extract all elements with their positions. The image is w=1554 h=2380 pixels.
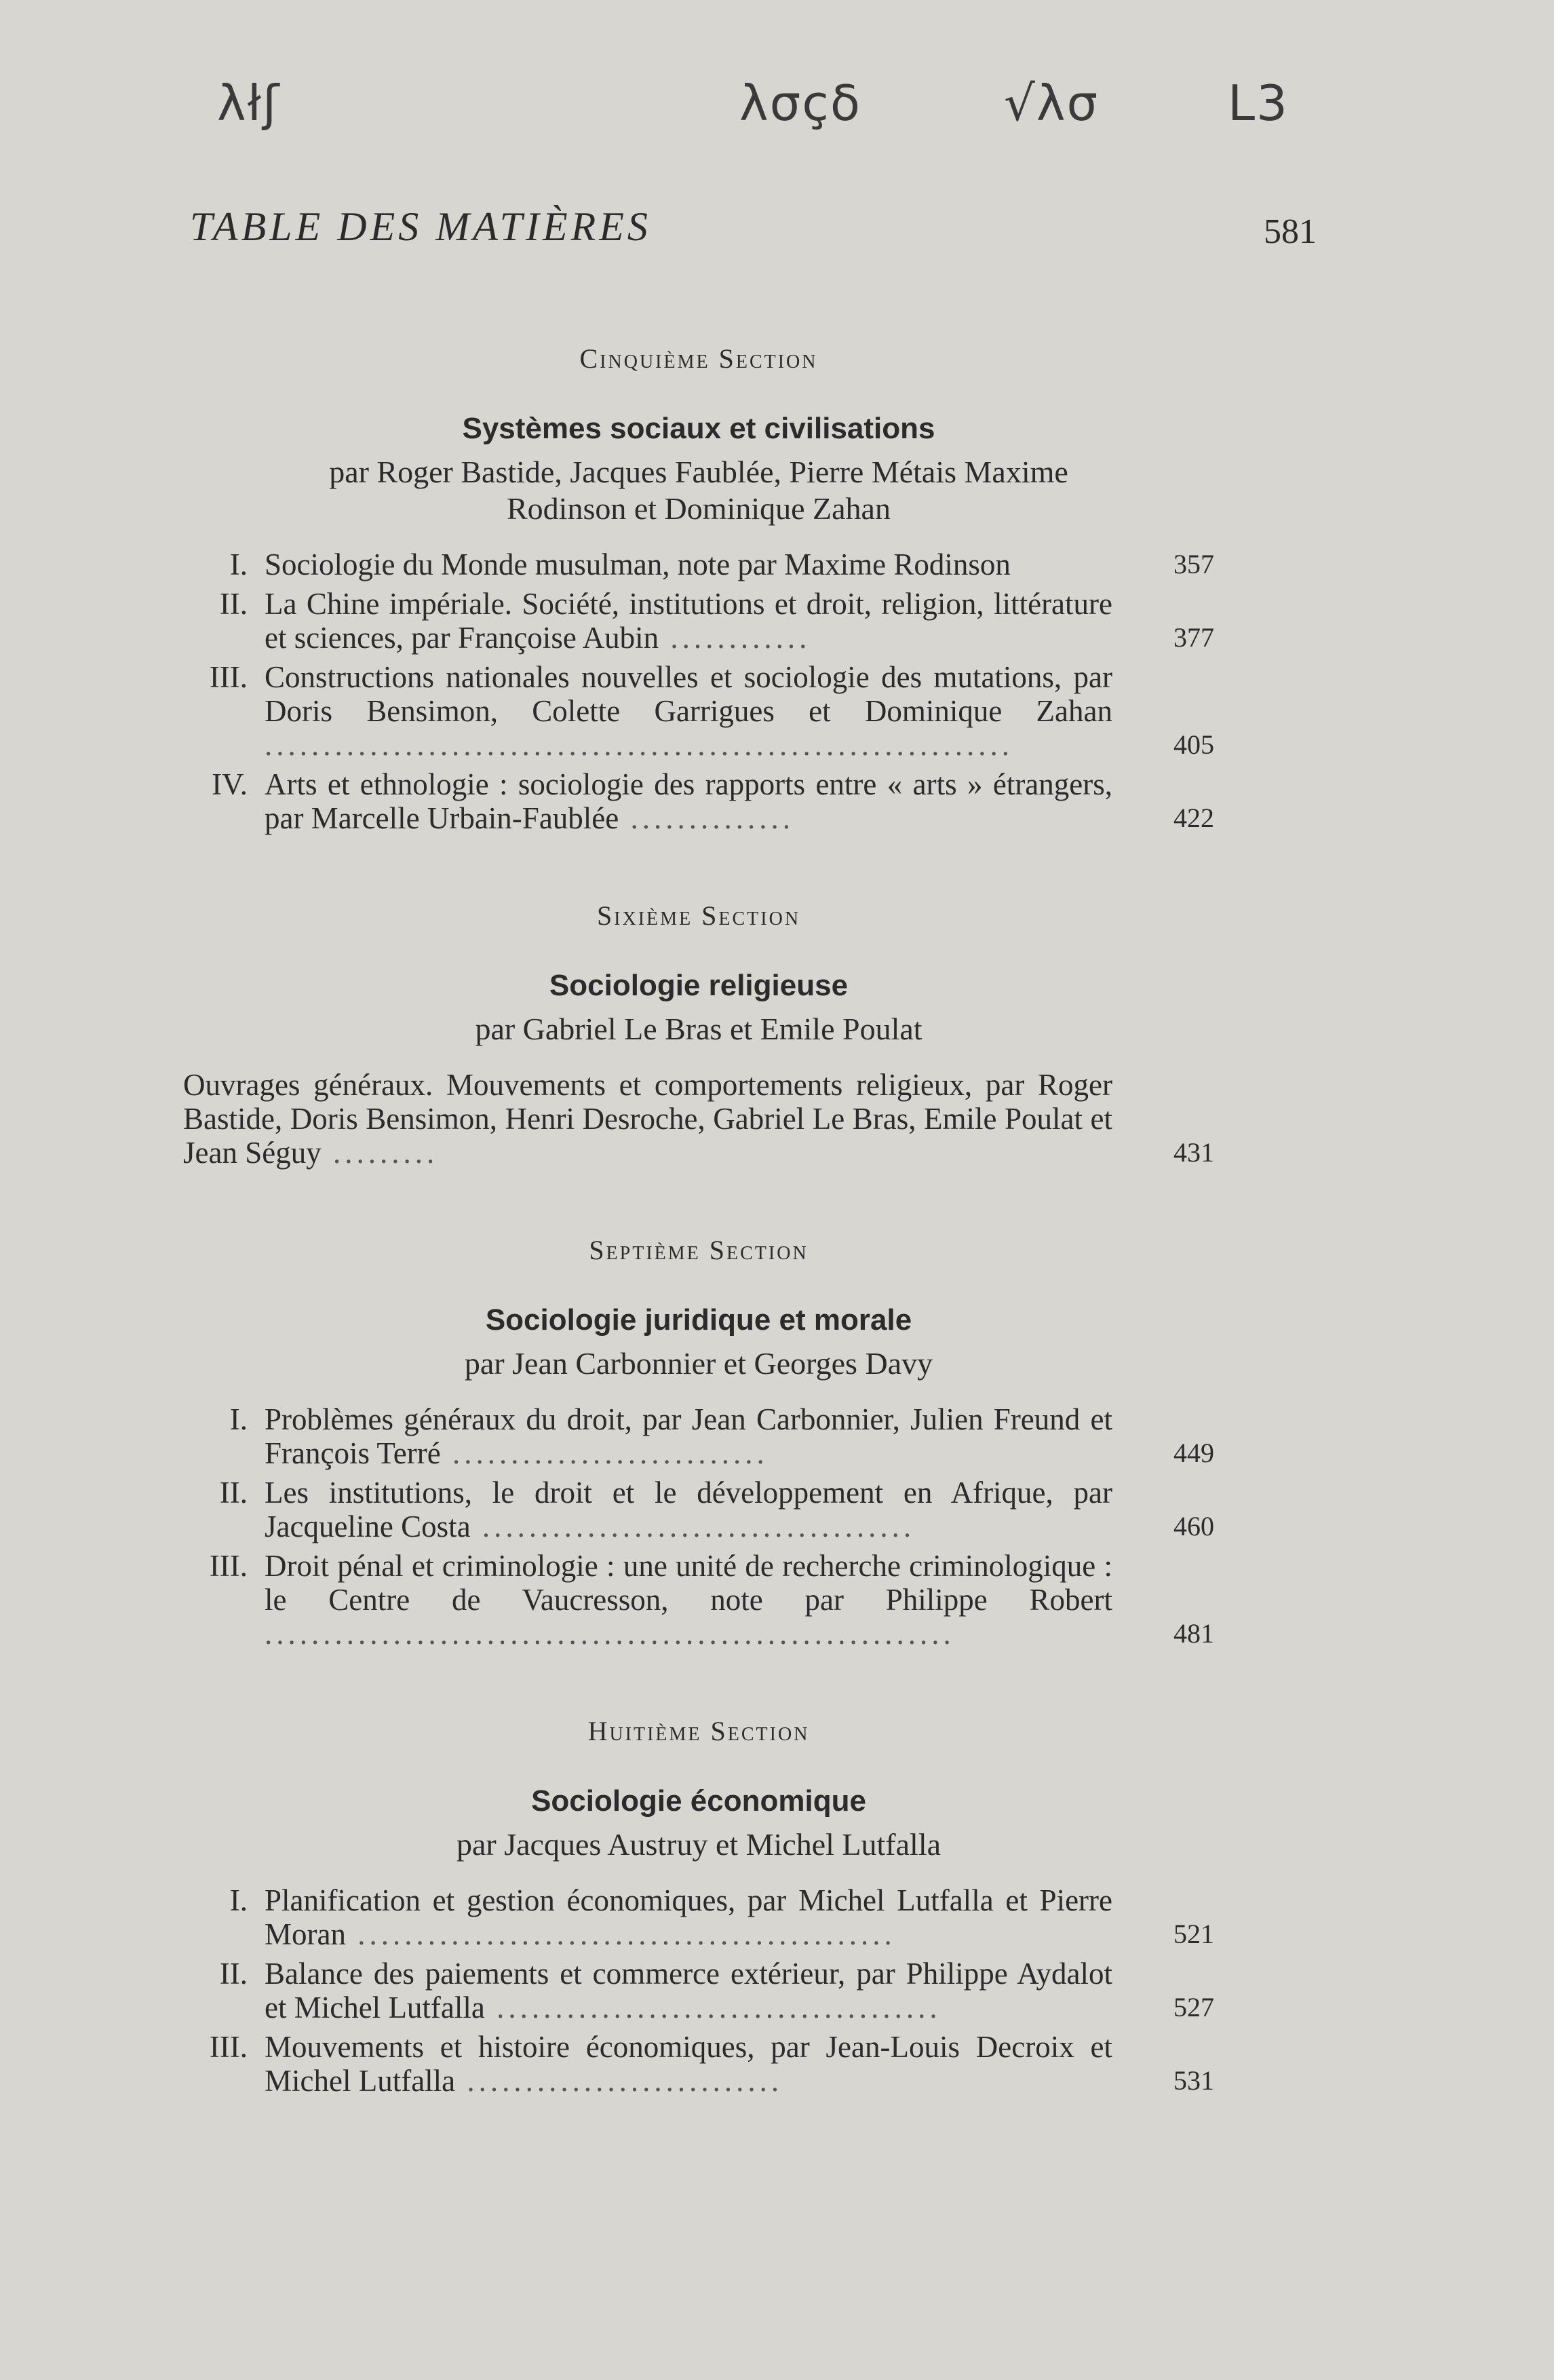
leader-dots: ............ [659, 621, 811, 655]
entry-page: 422 [1173, 803, 1214, 833]
entry-text: La Chine impériale. Société, institutions et droit, religion, littérature et sciences, par Françoise Aubin [265, 587, 1112, 655]
handwritten-annotation: λłʃ [217, 75, 281, 132]
handwritten-annotation: L3 [1228, 75, 1289, 132]
entry-text: Balance des paiements et commerce extérieur, par Philippe Aydalot et Michel Lutfalla [265, 1957, 1112, 2024]
handwritten-annotation: λσçδ [739, 75, 861, 132]
section-authors: par Gabriel Le Bras et Emile Poulat [475, 1012, 922, 1046]
entry-page: 431 [1173, 1137, 1214, 1168]
section-heading: Sixième Section [596, 900, 801, 931]
section-authors: par Jean Carbonnier et Georges Davy [464, 1346, 933, 1381]
entry-text: Mouvements et histoire économiques, par Jean-Louis Decroix et Michel Lutfalla [265, 2030, 1112, 2098]
toc-entry [183, 1957, 1214, 2024]
leader-dots: ................................................................ [265, 728, 1013, 762]
toc-entry [183, 1068, 1214, 1170]
entry-number: I. [229, 1402, 248, 1436]
leader-dots: ...................................... [484, 1991, 941, 2024]
section-authors: par Roger Bastide, Jacques Faublée, Pierre Métais Maxime Rodinson et Dominique Zahan [329, 455, 1068, 526]
entry-page: 481 [1173, 1618, 1214, 1649]
entry-number: III. [209, 660, 248, 694]
entry-page: 377 [1173, 622, 1214, 653]
leader-dots: ......... [321, 1136, 439, 1170]
entry-text: Arts et ethnologie : sociologie des rapports entre « arts » étrangers, par Marcelle Urbain-Faublée [265, 767, 1112, 835]
leader-dots: ..................................... [470, 1510, 916, 1543]
toc-entry [183, 1549, 1214, 1651]
toc-entry [183, 587, 1214, 655]
toc-entry [183, 767, 1214, 835]
entry-text: Planification et gestion économiques, par Michel Lutfalla et Pierre Moran [265, 1883, 1112, 1951]
entry-page: 521 [1173, 1919, 1214, 1949]
leader-dots: ........................... [440, 1436, 769, 1470]
entry-text: Constructions nationales nouvelles et sociologie des mutations, par Doris Bensimon, Colette Garrigues et Dominique Zahan [265, 660, 1112, 728]
toc-entry [183, 660, 1214, 762]
toc-entry [183, 548, 1214, 581]
toc-entry [183, 1402, 1214, 1470]
leader-dots: .............. [619, 801, 794, 835]
leader-dots: ........................... [455, 2064, 783, 2098]
table-of-contents [183, 343, 1214, 2103]
section-heading: Septième Section [589, 1235, 809, 1265]
section-authors: par Jacques Austruy et Michel Lutfalla [456, 1827, 941, 1862]
section-title: Sociologie religieuse [549, 969, 849, 1002]
entry-number: I. [229, 1883, 248, 1917]
entry-number: II. [219, 1476, 248, 1510]
entry-text: Les institutions, le droit et le développement en Afrique, par Jacqueline Costa [265, 1476, 1112, 1543]
entry-number: III. [209, 1549, 248, 1583]
section-title: Sociologie économique [531, 1784, 866, 1818]
toc-entry [183, 2030, 1214, 2098]
running-title: TABLE DES MATIÈRES [190, 204, 651, 249]
section-title: Systèmes sociaux et civilisations [462, 412, 935, 445]
entry-text: Ouvrages généraux. Mouvements et comportements religieux, par Roger Bastide, Doris Bensimon, Henri Desroche, Gabriel Le Bras, Emile Poulat et Jean Séguy [183, 1068, 1112, 1170]
page-number: 581 [1264, 212, 1317, 251]
section-heading: Huitième Section [587, 1716, 810, 1746]
entry-page: 460 [1173, 1511, 1214, 1541]
entry-number: I. [229, 548, 248, 581]
entry-text: Problèmes généraux du droit, par Jean Carbonnier, Julien Freund et François Terré [265, 1402, 1112, 1470]
leader-dots: ........................................................... [265, 1617, 955, 1651]
entry-text: Sociologie du Monde musulman, note par Maxime Rodinson [265, 548, 1011, 581]
section-title: Sociologie juridique et morale [485, 1303, 912, 1337]
entry-page: 449 [1173, 1438, 1214, 1468]
entry-number: II. [219, 587, 248, 621]
entry-page: 527 [1173, 1992, 1214, 2022]
entry-page: 357 [1173, 549, 1214, 579]
entry-number: IV. [212, 767, 248, 801]
toc-entry [183, 1883, 1214, 1951]
entry-number: III. [209, 2030, 248, 2064]
entry-page: 405 [1173, 729, 1214, 760]
toc-entry [183, 1476, 1214, 1543]
entry-text: Droit pénal et criminologie : une unité de recherche criminologique : le Centre de Vaucresson, note par Philippe Robert [265, 1549, 1112, 1617]
entry-page: 531 [1173, 2065, 1214, 2096]
handwritten-annotation: √λσ [1004, 75, 1100, 132]
leader-dots: .............................................. [345, 1917, 896, 1951]
entry-number: II. [219, 1957, 248, 1991]
section-heading: Cinquième Section [579, 343, 818, 374]
